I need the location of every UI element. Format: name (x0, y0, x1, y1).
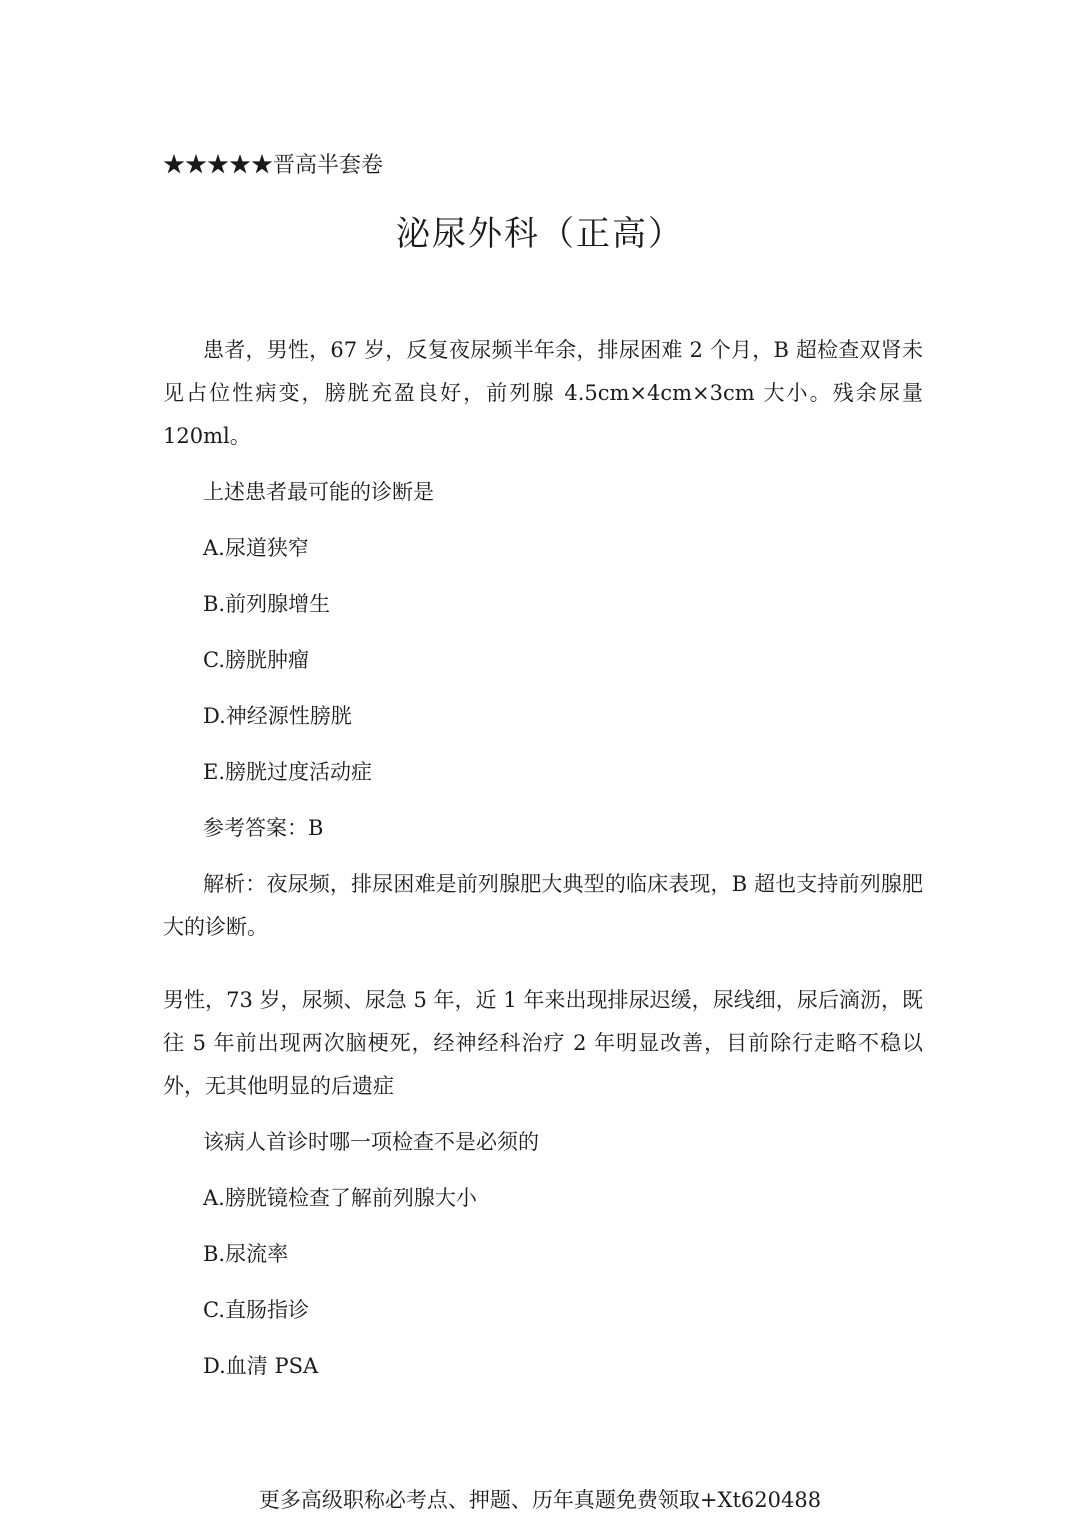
option-c: C.膀胱肿瘤 (203, 648, 309, 672)
option-b: B.前列腺增生 (203, 592, 331, 616)
question-prompt: 上述患者最可能的诊断是 (203, 480, 434, 504)
answer: 参考答案：B (203, 816, 324, 840)
footer-promo: 更多高级职称必考点、押题、历年真题免费领取+Xt620488 (258, 1488, 822, 1512)
question-2 (163, 979, 923, 1388)
document-title: 泌尿外科（正高） (396, 214, 684, 254)
question-prompt: 该病人首诊时哪一项检查不是必须的 (203, 1130, 539, 1154)
option-a: A.尿道狭窄 (203, 536, 309, 560)
header-tag: ★★★★★晋高半套卷 (163, 153, 384, 178)
option-d: D.神经源性膀胱 (203, 704, 352, 728)
analysis: 解析：夜尿频，排尿困难是前列腺肥大典型的临床表现，B 超也支持前列腺肥大的诊断。 (163, 872, 923, 939)
question-stem: 患者，男性，67 岁，反复夜尿频半年余，排尿困难 2 个月，B 超检查双肾未见占位性病变，膀胱充盈良好，前列腺 4.5cm×4cm×3cm 大小。残余尿量 120ml。 (163, 338, 923, 448)
option-e: E.膀胱过度活动症 (203, 760, 373, 784)
option-b: B.尿流率 (203, 1242, 289, 1266)
option-c: C.直肠指诊 (203, 1298, 309, 1322)
option-d: D.血清 PSA (203, 1354, 319, 1378)
question-stem: 男性，73 岁，尿频、尿急 5 年，近 1 年来出现排尿迟缓，尿线细，尿后滴沥，既往 5 年前出现两次脑梗死，经神经科治疗 2 年明显改善，目前除行走略不稳以外，无其他明显的后遗症 (163, 988, 923, 1098)
question-1 (163, 329, 923, 949)
option-a: A.膀胱镜检查了解前列腺大小 (203, 1186, 477, 1210)
